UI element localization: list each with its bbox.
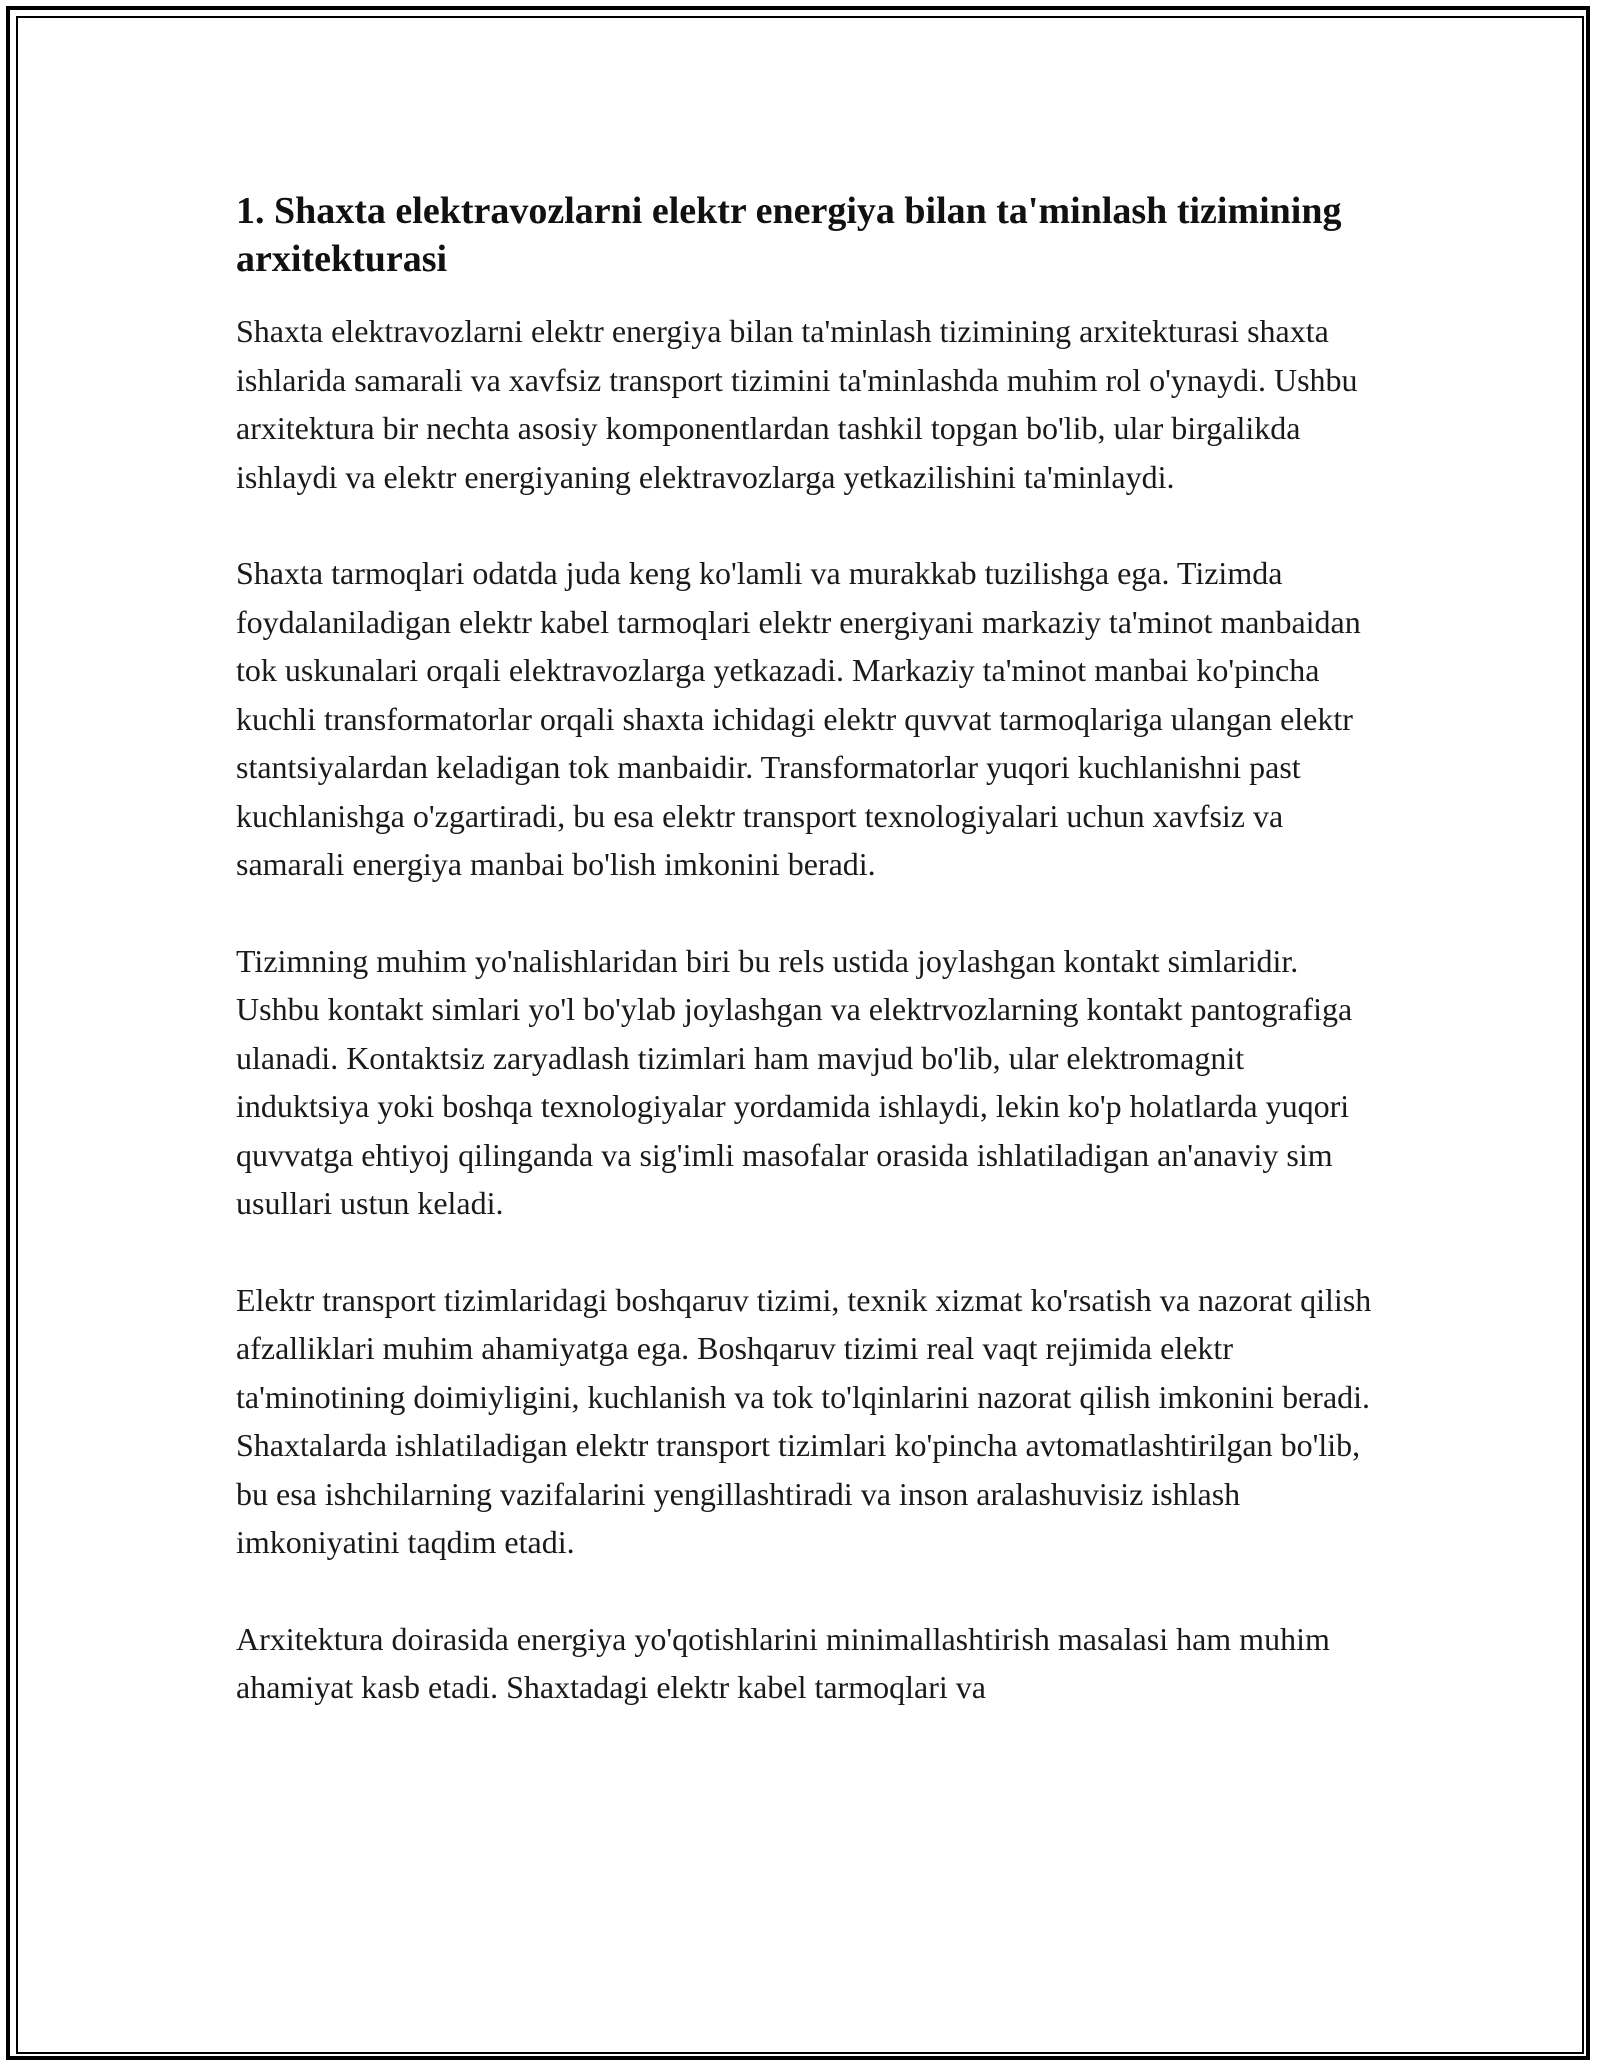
- section-heading: 1. Shaxta elektravozlarni elektr energiya bilan ta'minlash tizimining arxitekturasi: [236, 190, 1342, 280]
- paragraph-4: Elektr transport tizimlaridagi boshqaruv tizimi, texnik xizmat ko'rsatish va nazorat qilish afzalliklari muhim ahamiyatga ega. Boshqaruv tizimi real vaqt rejimida elektr ta'minotining doimiyligini, kuchlanish va tok to'lqinlarini nazorat qilish imkonini beradi. Shaxtalarda ishlatiladigan elektr transport tizimlari ko'pincha avtomatlashtirilgan bo'lib, bu esa ishchilarning vazifalarini yengillashtiradi va inson aralashuvisiz ishlash imkoniyatini taqdim etadi.: [236, 1281, 1372, 1560]
- document-body: [236, 187, 1376, 1760]
- paragraph-1: Shaxta elektravozlarni elektr energiya bilan ta'minlash tizimining arxitekturasi shaxta ishlarida samarali va xavfsiz transport tizimini ta'minlashda muhim rol o'ynaydi. Ushbu arxitektura bir nechta asosiy komponentlardan tashkil topgan bo'lib, ular birgalikda ishlaydi va elektr energiyaning elektravozlarga yetkazilishini ta'minlaydi.: [236, 313, 1358, 495]
- paragraph-2: Shaxta tarmoqlari odatda juda keng ko'lamli va murakkab tuzilishga ega. Tizimda foydalaniladigan elektr kabel tarmoqlari elektr energiyani markaziy ta'minot manbaidan tok uskunalari orqali elektravozlarga yetkazadi. Markaziy ta'minot manbai ko'pincha kuchli transformatorlar orqali shaxta ichidagi elektr quvvat tarmoqlariga ulangan elektr stantsiyalardan keladigan tok manbaidir. Transformatorlar yuqori kuchlanishni past kuchlanishga o'zgartiradi, bu esa elektr transport texnologiyalari uchun xavfsiz va samarali energiya manbai bo'lish imkonini beradi.: [236, 555, 1361, 882]
- paragraph-3: Tizimning muhim yo'nalishlaridan biri bu rels ustida joylashgan kontakt simlaridir. Ushbu kontakt simlari yo'l bo'ylab joylashgan va elektrvozlarning kontakt pantografiga ulanadi. Kontaktsiz zaryadlash tizimlari ham mavjud bo'lib, ular elektromagnit induktsiya yoki boshqa texnologiyalar yordamida ishlaydi, lekin ko'p holatlarda yuqori quvvatga ehtiyoj qilinganda va sig'imli masofalar orasida ishlatiladigan an'anaviy sim usullari ustun keladi.: [236, 942, 1353, 1221]
- paragraph-5: Arxitektura doirasida energiya yo'qotishlarini minimallashtirish masalasi ham muhim ahamiyat kasb etadi. Shaxtadagi elektr kabel tarmoqlari va: [236, 1620, 1330, 1705]
